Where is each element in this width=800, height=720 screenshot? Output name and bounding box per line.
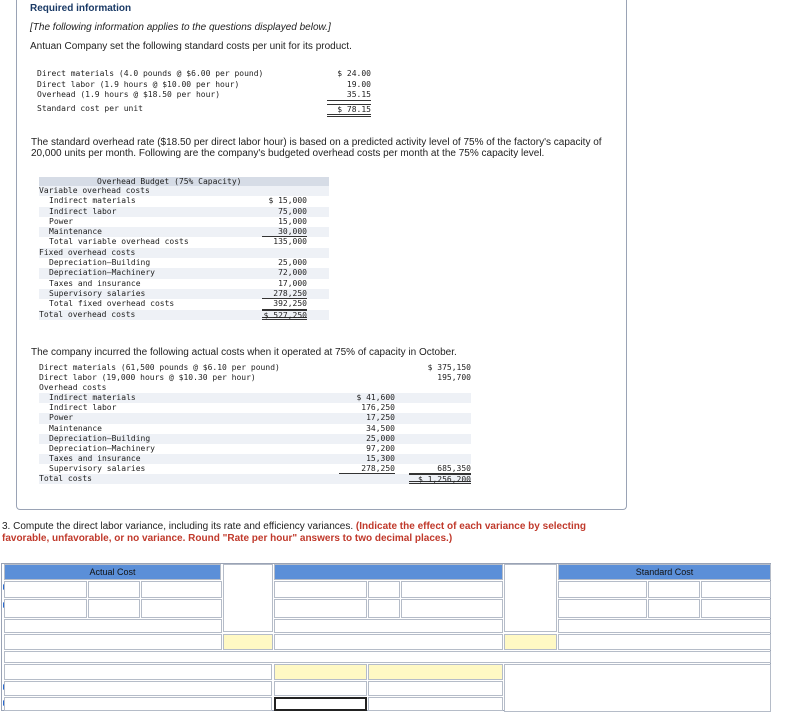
- standard-quantity-header: [274, 564, 503, 580]
- table-row: Total costs $ 1,256,200: [39, 474, 471, 485]
- std-value-input[interactable]: [558, 599, 647, 618]
- table-row: Maintenance 34,500: [49, 423, 395, 433]
- variance-type-select[interactable]: [368, 681, 503, 696]
- standard-total-input[interactable]: [274, 619, 503, 633]
- table-row: Maintenance 30,000: [39, 227, 329, 237]
- standard-rate-input[interactable]: [701, 581, 771, 598]
- actual-value-input[interactable]: [4, 599, 87, 618]
- panel-note: [The following information applies to the questions displayed below.]: [30, 22, 331, 33]
- actual-paragraph: The company incurred the following actual costs when it operated at 75% of capacity in October.: [31, 347, 457, 358]
- budget-rows: [39, 186, 329, 320]
- standard-value-input[interactable]: [368, 599, 400, 618]
- table-row: Total fixed overhead costs 392,250: [49, 299, 307, 309]
- table-row: Overhead costs: [39, 383, 107, 393]
- overhead-paragraph: The standard overhead rate ($18.50 per direct labor hour) is based on a predicted activity level of 75% of the factory's capacity of 20,000 units per month. Following are the company's budgeted overhead costs per month at the 75% capacity level.: [31, 137, 602, 159]
- table-row: Overhead (1.9 hours @ $18.50 per hour) 35.15: [37, 90, 371, 99]
- table-row: Total overhead costs $ 527,250: [39, 310, 329, 320]
- variance-amount-input[interactable]: [274, 681, 367, 696]
- table-row: Total variable overhead costs 135,000: [49, 237, 307, 247]
- table-row: Standard cost per unit $ 78.15: [37, 104, 381, 115]
- total-variance-type-select[interactable]: [368, 664, 503, 680]
- table-row: Depreciation—Machinery 72,000: [39, 268, 329, 278]
- table-row: Supervisory salaries 278,250 685,350: [49, 463, 471, 473]
- table-row: Direct materials (61,500 pounds @ $6.10 per pound) $ 375,150: [39, 363, 471, 372]
- actual-rate-input[interactable]: [141, 581, 222, 598]
- variance-amount-input-selected[interactable]: [274, 697, 367, 711]
- table-row: Fixed overhead costs: [39, 248, 329, 258]
- question-number-text: 3. Compute the direct labor variance, including its rate and efficiency variances.: [2, 521, 354, 532]
- actual-hours-input[interactable]: [4, 581, 87, 598]
- table-row: Indirect materials $ 15,000: [49, 196, 307, 206]
- table-row: Supervisory salaries 278,250: [39, 289, 329, 299]
- actual-costs-table: [39, 363, 471, 484]
- table-row: Indirect labor 75,000: [39, 207, 329, 217]
- std-hours-allowed-input[interactable]: [558, 581, 647, 598]
- actual-rows: [39, 363, 471, 484]
- table-row: Direct labor (1.9 hours @ $10.00 per hour) 19.00: [37, 79, 371, 89]
- actual-operator-input[interactable]: [88, 581, 140, 598]
- operator-column-1: [223, 564, 273, 632]
- table-row: Power 15,000: [49, 216, 307, 226]
- table-row: Depreciation—Building 25,000: [39, 434, 471, 444]
- overhead-budget-table: [39, 177, 329, 320]
- std-value-input[interactable]: [648, 599, 700, 618]
- operator-column-2: [504, 564, 557, 632]
- table-row: Indirect materials $ 41,600: [39, 393, 471, 403]
- std-value-input[interactable]: [701, 599, 771, 618]
- actual-value-input[interactable]: [88, 599, 140, 618]
- standard-operator-input[interactable]: [368, 581, 400, 598]
- efficiency-variance-amount-input[interactable]: [504, 634, 557, 650]
- rate-variance-type-select[interactable]: [274, 634, 503, 650]
- std-operator-input[interactable]: [648, 581, 700, 598]
- variance-row-spacer: [4, 634, 222, 650]
- actual-total-input[interactable]: [4, 619, 222, 633]
- table-row: Direct labor (19,000 hours @ $10.30 per hour) 195,700: [39, 373, 471, 383]
- total-variance-amount-input[interactable]: [274, 664, 367, 680]
- table-row: Taxes and insurance 15,300: [39, 454, 471, 464]
- variance-label-row: [4, 697, 272, 711]
- actual-cost-header: Actual Cost: [4, 564, 221, 580]
- standard-hours-input[interactable]: [274, 581, 367, 598]
- efficiency-variance-type-select[interactable]: [558, 634, 771, 650]
- table-row: Depreciation—Machinery 97,200: [49, 443, 395, 453]
- standard-cost-header: Standard Cost: [558, 564, 771, 580]
- table-row: Variable overhead costs: [39, 186, 329, 196]
- table-row: Direct materials (4.0 pounds @ $6.00 per pound) $ 24.00: [37, 69, 371, 78]
- standard-value-input[interactable]: [274, 599, 367, 618]
- question-text: [2, 521, 622, 545]
- intro-text: Antuan Company set the following standard costs per unit for its product.: [30, 41, 352, 52]
- actual-rate-standard-input[interactable]: [401, 581, 503, 598]
- standard-value-input[interactable]: [401, 599, 503, 618]
- table-row: Depreciation—Building 25,000: [49, 258, 307, 268]
- table-row: Indirect labor 176,250: [49, 403, 395, 413]
- spacer-row: [4, 651, 771, 663]
- standard-cost-table: [37, 69, 381, 114]
- question-instruction: (Indicate the effect of each variance by selecting favorable, unfavorable, or no variance. Round "Rate per hour" answers to two decimal places.): [2, 521, 586, 544]
- budget-title: Overhead Budget (75% Capacity): [39, 177, 329, 186]
- std-total-input[interactable]: [558, 619, 771, 633]
- rate-variance-amount-input[interactable]: [223, 634, 273, 650]
- right-empty-area: [504, 664, 771, 712]
- variance-type-select[interactable]: [368, 697, 503, 711]
- variance-label-row: [4, 681, 272, 696]
- total-variance-label: [4, 664, 272, 680]
- actual-value-input[interactable]: [141, 599, 222, 618]
- panel-title: Required information: [30, 3, 132, 14]
- required-information-panel: [16, 0, 627, 510]
- table-row: Taxes and insurance 17,000: [49, 278, 307, 288]
- answer-grid: [1, 563, 771, 711]
- table-row: Power 17,250: [39, 413, 471, 423]
